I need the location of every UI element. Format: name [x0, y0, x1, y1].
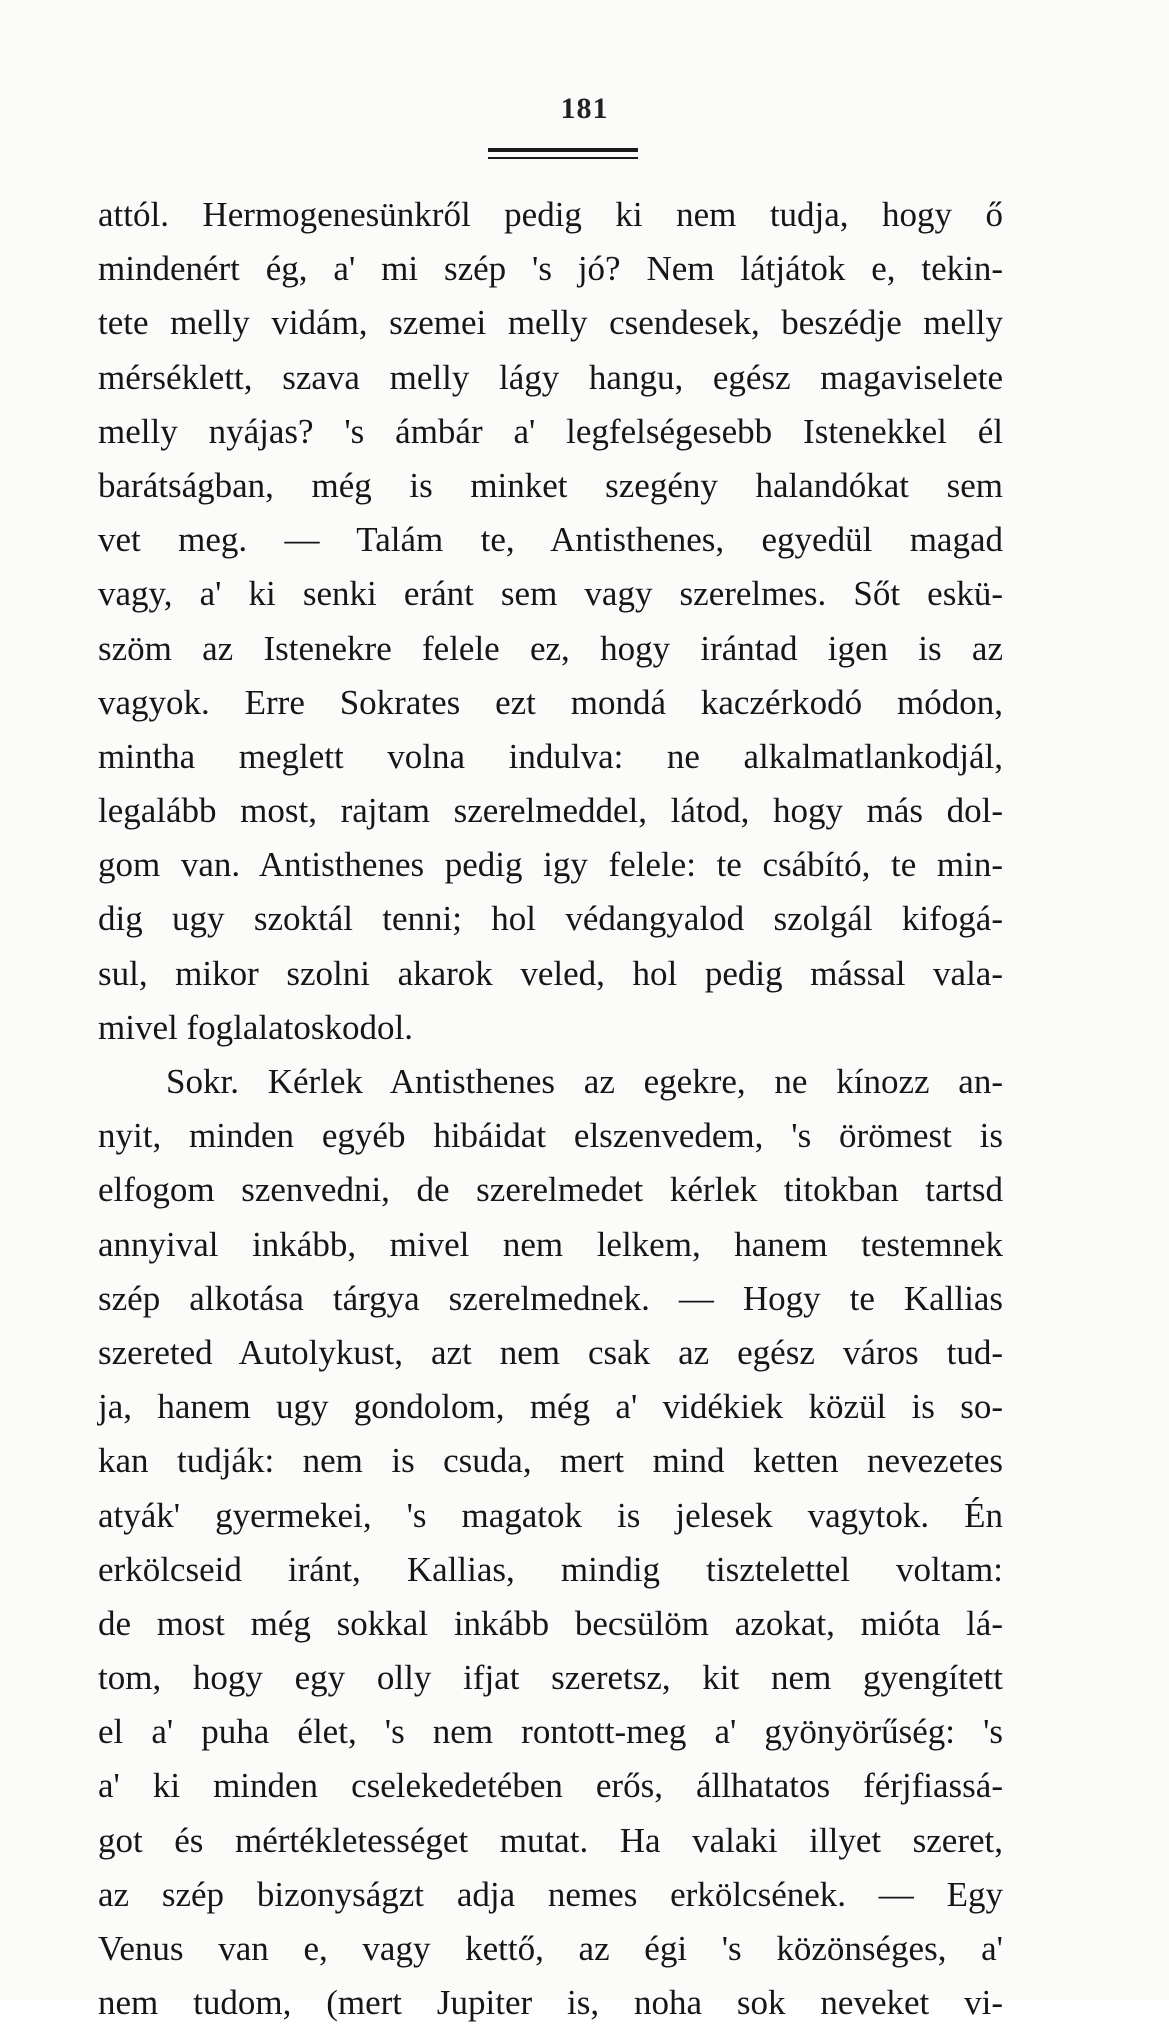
- text-line: Venus van e, vagy kettő, az égi 's közönséges, a': [98, 1929, 1003, 1968]
- text-line: barátságban, még is minket szegény halandókat sem: [98, 465, 1003, 505]
- text-line: mintha meglett volna indulva: ne alkalmatlankodjál,: [98, 736, 1003, 776]
- header-rule-thick: [488, 148, 638, 152]
- text-line: got és mértékletességet mutat. Ha valaki illyet szeret,: [98, 1820, 1003, 1860]
- text-line: sul, mikor szolni akarok veled, hol pedig mással vala-: [98, 953, 1003, 993]
- text-line: vagy, a' ki senki eránt sem vagy szerelmes. Sőt eskü-: [98, 574, 1003, 614]
- text-line: nyit, minden egyéb hibáidat elszenvedem, 's örömest is: [98, 1116, 1003, 1156]
- text-line: el a' puha élet, 's nem rontott-meg a' gyönyörűség: 's: [98, 1712, 1003, 1752]
- text-line: az szép bizonyságzt adja nemes erkölcsének. — Egy: [98, 1874, 1003, 1914]
- text-line: erkölcseid iránt, Kallias, mindig tisztelettel voltam:: [98, 1549, 1003, 1589]
- text-line: tete melly vidám, szemei melly csendesek, beszédje melly: [98, 303, 1003, 343]
- text-line: szöm az Istenekre felele ez, hogy irántad igen is az: [98, 628, 1003, 668]
- text-line: szereted Autolykust, azt nem csak az egész város tud-: [98, 1332, 1003, 1372]
- page-number: 181: [560, 92, 609, 125]
- text-line: mérséklett, szava melly lágy hangu, egész magaviselete: [98, 357, 1003, 397]
- text-line: mivel foglalatoskodol.: [98, 1007, 413, 1047]
- text-line: annyival inkább, mivel nem lelkem, hanem testemnek: [98, 1224, 1003, 1264]
- text-line: attól. Hermogenesünkről pedig ki nem tudja, hogy ő: [98, 195, 1003, 234]
- text-line: mindenért ég, a' mi szép 's jó? Nem látjátok e, tekin-: [98, 249, 1003, 289]
- text-line: vet meg. — Talám te, Antisthenes, egyedül magad: [98, 520, 1003, 560]
- text-line: gom van. Antisthenes pedig igy felele: te csábító, te min-: [98, 845, 1003, 885]
- text-line: a' ki minden cselekedetében erős, állhatatos férjfiassá-: [98, 1766, 1003, 1806]
- text-line: Sokr. Kérlek Antisthenes az egekre, ne kínozz an-: [166, 1062, 1003, 1101]
- text-line: kan tudják: nem is csuda, mert mind ketten nevezetes: [98, 1441, 1003, 1481]
- text-line: melly nyájas? 's ámbár a' legfelségesebb Istenekkel él: [98, 411, 1003, 451]
- text-line: dig ugy szoktál tenni; hol védangyalod szolgál kifogá-: [98, 899, 1003, 939]
- body-text: [98, 188, 1003, 2030]
- header-rule-thin: [488, 157, 638, 159]
- text-line: elfogom szenvedni, de szerelmedet kérlek titokban tartsd: [98, 1170, 1003, 1210]
- text-line: ja, hanem ugy gondolom, még a' vidékiek közül is so-: [98, 1387, 1003, 1427]
- text-line: de most még sokkal inkább becsülöm azokat, mióta lá-: [98, 1603, 1003, 1643]
- text-line: atyák' gyermekei, 's magatok is jelesek vagytok. Én: [98, 1495, 1003, 1535]
- text-line: legalább most, rajtam szerelmeddel, látod, hogy más dol-: [98, 791, 1003, 831]
- text-line: nem tudom, (mert Jupiter is, noha sok neveket vi-: [98, 1983, 1003, 2023]
- text-line: tom, hogy egy olly ifjat szeretsz, kit nem gyengített: [98, 1658, 1003, 1698]
- text-line: vagyok. Erre Sokrates ezt mondá kaczérkodó módon,: [98, 682, 1003, 722]
- text-line: szép alkotása tárgya szerelmednek. — Hogy te Kallias: [98, 1278, 1003, 1318]
